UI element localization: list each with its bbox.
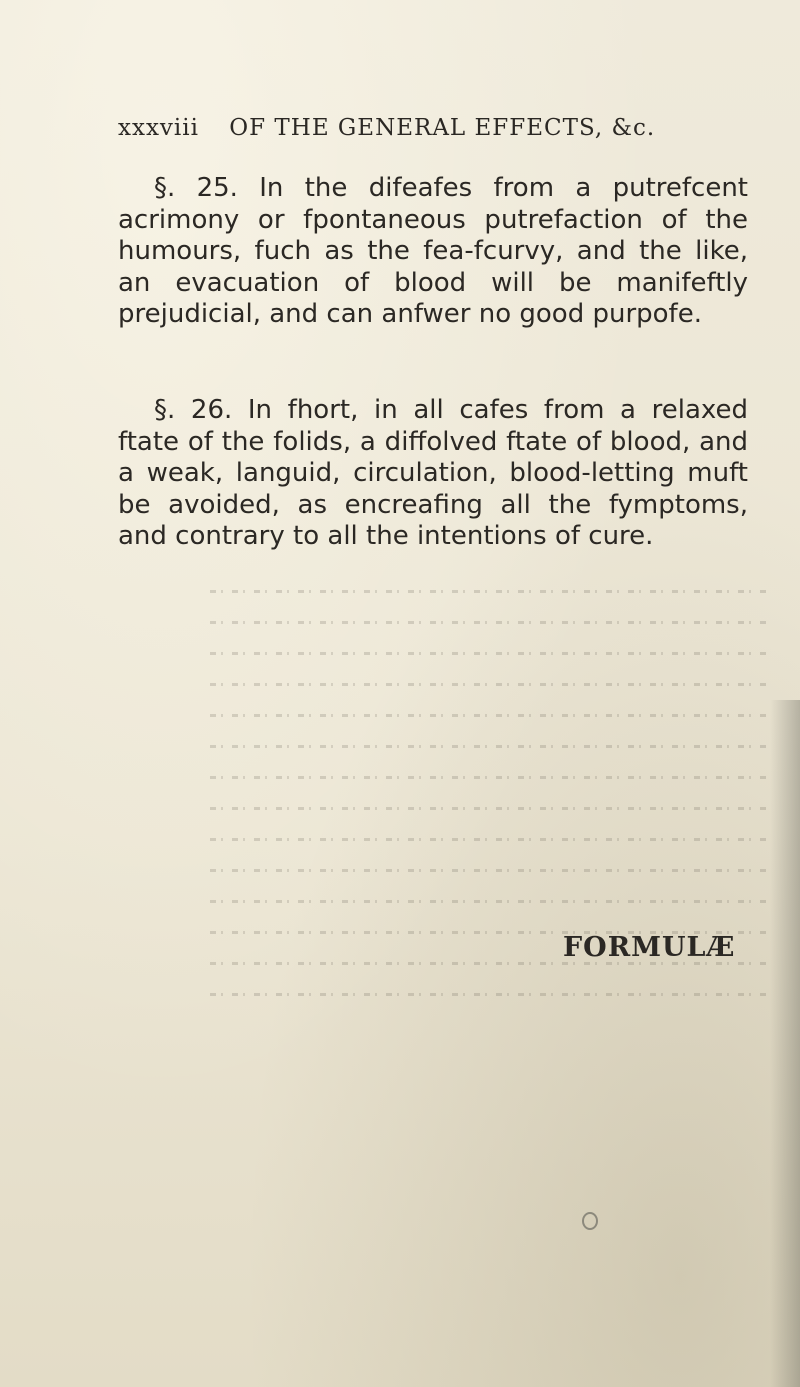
show-through-texture (210, 590, 770, 1050)
ink-mark (582, 1212, 598, 1230)
page-folio: xxxviii (118, 115, 199, 141)
page-edge-shadow (770, 700, 800, 1387)
paragraph-25: §. 25. In the difeafes from a putrefcent acrimony or fpontaneous putrefaction of the humours, fuch as the fea-fcurvy, and the like, an evacuation of blood will be manifeftly prejudicial, and can anfwer no good purpofe. (118, 173, 748, 329)
running-head (118, 115, 758, 141)
paragraph-26: §. 26. In fhort, in all cafes from a relaxed ftate of the folids, a diffolved ftate of blood, and a weak, languid, circulation, blood-letting muft be avoided, as encreafing all the fymptoms, and contrary to all the intentions of cure. (118, 395, 748, 551)
running-head-title: OF THE GENERAL EFFECTS, &c. (229, 115, 656, 141)
section-heading: FORMULÆ (563, 932, 736, 963)
